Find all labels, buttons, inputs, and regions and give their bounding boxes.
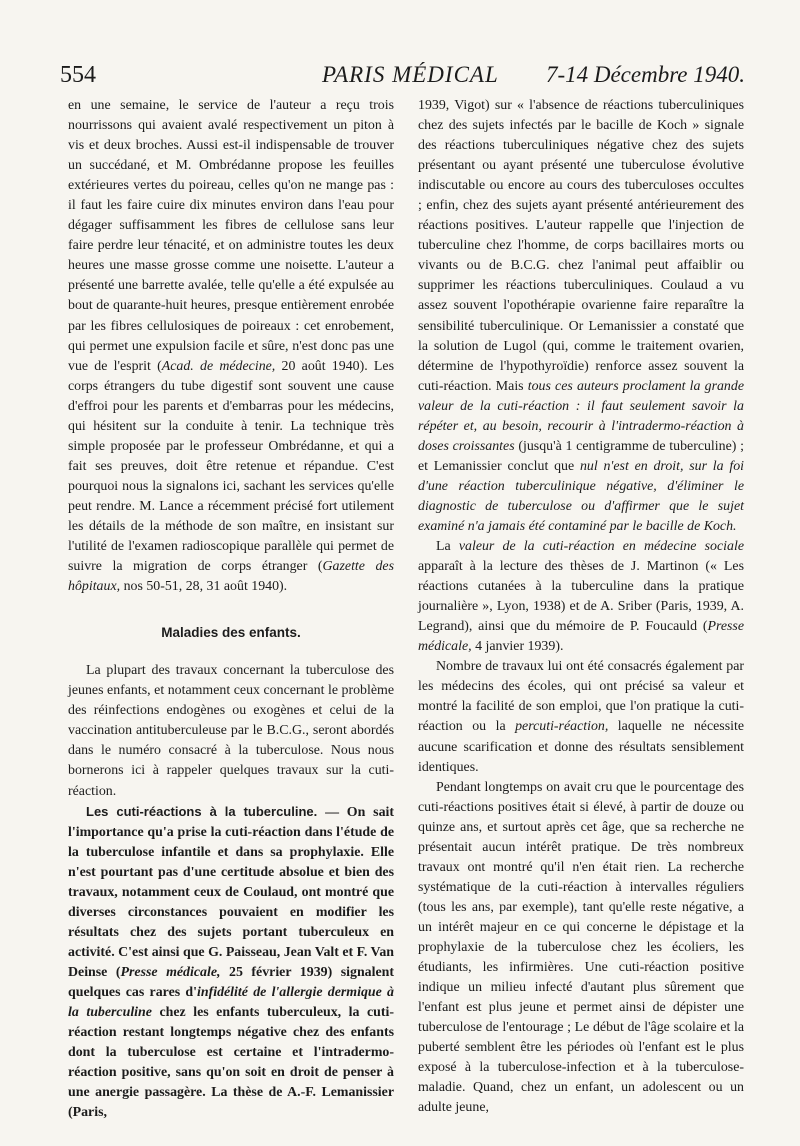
page-header [60,58,745,90]
left-column [68,96,394,1123]
paragraph-cuti-reactions: Les cuti-réactions à la tuberculine. — On sait l'importance qu'a prise la cuti-réaction dans l'étude de la tuberculose infantile et dans sa prophylaxie. Elle n'est pourtant pas d'une certitude absolue et bien des travaux, notamment ceux de Coulaud, ont montré que diverses circonstances pouvaient en modifier les résultats chez des sujets portant tuberculeux en activité. C'est ainsi que G. Paisseau, Jean Valt et F. Van Deinse (Presse médicale, 25 février 1939) signalent quelques cas rares d'infidélité de l'allergie dermique à la tuberculine chez les enfants tuberculeux, la cuti-réaction restant longtemps négative chez des enfants dont la tuberculose est certaine et l'intradermo-réaction positive, sans qu'on soit en droit de penser à une anergie passagère. La thèse de A.-F. Lemanissier (Paris, [68,803,394,1121]
paragraph-foreign-bodies: en une semaine, le service de l'auteur a reçu trois nourrissons qui avaient avalé respectivement un piton à vis et deux broches. Aussi est-il indispensable de trouver un succédané, et M. Ombrédanne propose les feuilles extérieures vertes du poireau, celles qu'on ne mange pas : il faut les faire cuire dix minutes environ dans l'eau pour dégager suffisamment les fibres de cellulose sans leur faire perdre leur ténacité, et on administre toutes les deux heures une masse grosse comme une noisette. L'auteur a présenté une barrette avalée, telle qu'elle a été expulsée au bout de quarante-huit heures, presque entièrement enrobée par les fibres cellulosiques de poireaux : cet enrobement, qui permet une expulsion facile et sûre, n'est donc pas une vue de l'esprit (Acad. de médecine, 20 août 1940). Les corps étrangers du tube digestif sont souvent une cause d'effroi pour les parents et d'embarras pour les médecins, qui hésitent sur la conduite à tenir. La technique très simple proposée par le professeur Ombrédanne, et qui a fait ses preuves, doit être retenue et répandue. C'est pourquoi nous la signalons ici, sachant les services qu'elle peut rendre. M. Lance a récemment précisé fort utilement les détails de la méthode de son maître, en insistant sur l'utilité de l'examen radioscopique parallèle qui permet de suivre la migration de corps étranger (Gazette des hôpitaux, nos 50-51, 28, 31 août 1940). [68,98,394,595]
right-column [418,96,744,1118]
paragraph-social-medicine: La valeur de la cuti-réaction en médecine sociale apparaît à la lecture des thèses de J. Martinon (« Les réactions cutanées à la tuberculine dans la pratique journalière », Lyon, 1938) et de A. Sriber (Paris, 1939, A. Legrand), ainsi que du mémoire de P. Foucauld (Presse médicale, 4 janvier 1939). [418,539,744,655]
section-title: Maladies des enfants. [161,625,301,641]
paragraph-intro-tuberculosis: La plupart des travaux concernant la tuberculose des jeunes enfants, et notamment ceux concernant le problème des réinfections endogènes ou exogènes et celui de la vaccination antituberculeuse par le B.C.G., seront abordés dans le numéro consacré à la tuberculose. Nous nous bornerons ici à rappeler quelques travaux sur la cuti-réaction. [68,663,394,799]
issue-date: 7-14 Décembre 1940. [545,62,745,87]
subsection-title: Les cuti-réactions à la tuberculine. [86,803,318,819]
paragraph-school-doctors: Nombre de travaux lui ont été consacrés également par les médecins des écoles, qui ont précisé sa valeur et montré la facilité de son emploi, que l'on pratique la cuti-réaction ou la percuti-réaction, laquelle ne nécessite aucune scarification et donne des résultats sensiblement identiques. [418,659,744,775]
page-number: 554 [60,62,96,88]
journal-title: PARIS MÉDICAL [322,62,499,87]
paragraph-lemanissier: 1939, Vigot) sur « l'absence de réactions tuberculiniques chez des sujets infectés par le bacille de Koch » signale des réactions tuberculiniques négative chez des sujets présentant ou ayant présenté une tuberculose évolutive indiscutable ou encore au cours des tuberculoses occultes ; enfin, chez des sujets ayant présenté antérieurement des réactions positives. L'auteur rappelle que l'injection de tuberculine chez l'homme, de corps bacillaires morts ou vivants ou de B.C.G. chez l'animal peut affaiblir ou supprimer les réactions tuberculiniques. Coulaud a vu assez souvent l'opothérapie ovarienne faire reparaître la sensibilité tuberculinique. Or Lemanissier a constaté que la solution de Lugol (qui, comme le traitement ovarien, détermine de l'hypothyroïdie) renforce assez souvent la cuti-réaction. Mais tous ces auteurs proclament la grande valeur de la cuti-réaction : il faut seulement savoir la répéter et, au besoin, recourir à l'intradermo-réaction à doses croissantes (jusqu'à 1 centigramme de tuberculine) ; et Lemanissier conclut que nul n'est en droit, sur la foi d'une réaction tuberculinique négative, d'éliminer le diagnostic de tuberculose ou d'affirmer que le sujet examiné n'a jamais été contaminé par le bacille de Koch. [418,98,744,534]
paragraph-systematic-search: Pendant longtemps on avait cru que le pourcentage des cuti-réactions positives était si élevé, à partir de douze ou quinze ans, et surtout après cet âge, que sa recherche ne présentait aucun intérêt pratique. De très nombreux travaux ont montré qu'il n'en était rien. La recherche systématique de la cuti-réaction à intervalles réguliers (tous les ans, par exemple), tant qu'elle reste négative, a un intérêt majeur en ce qui concerne le dépistage et la prophylaxie de la tuberculose chez les écoliers, les étudiants, les infirmières. Une cuti-réaction positive indique un milieu infecté d'autant plus sûrement que l'enfant est plus jeune et permet ainsi de dépister une tuberculose de l'entourage ; Le début de l'âge scolaire et la puberté semblent être les périodes où l'enfant est le plus exposé à la tuberculose-infection et à la tuberculose-maladie. Quand, chez un enfant, un adolescent ou un adulte jeune, [418,779,744,1116]
